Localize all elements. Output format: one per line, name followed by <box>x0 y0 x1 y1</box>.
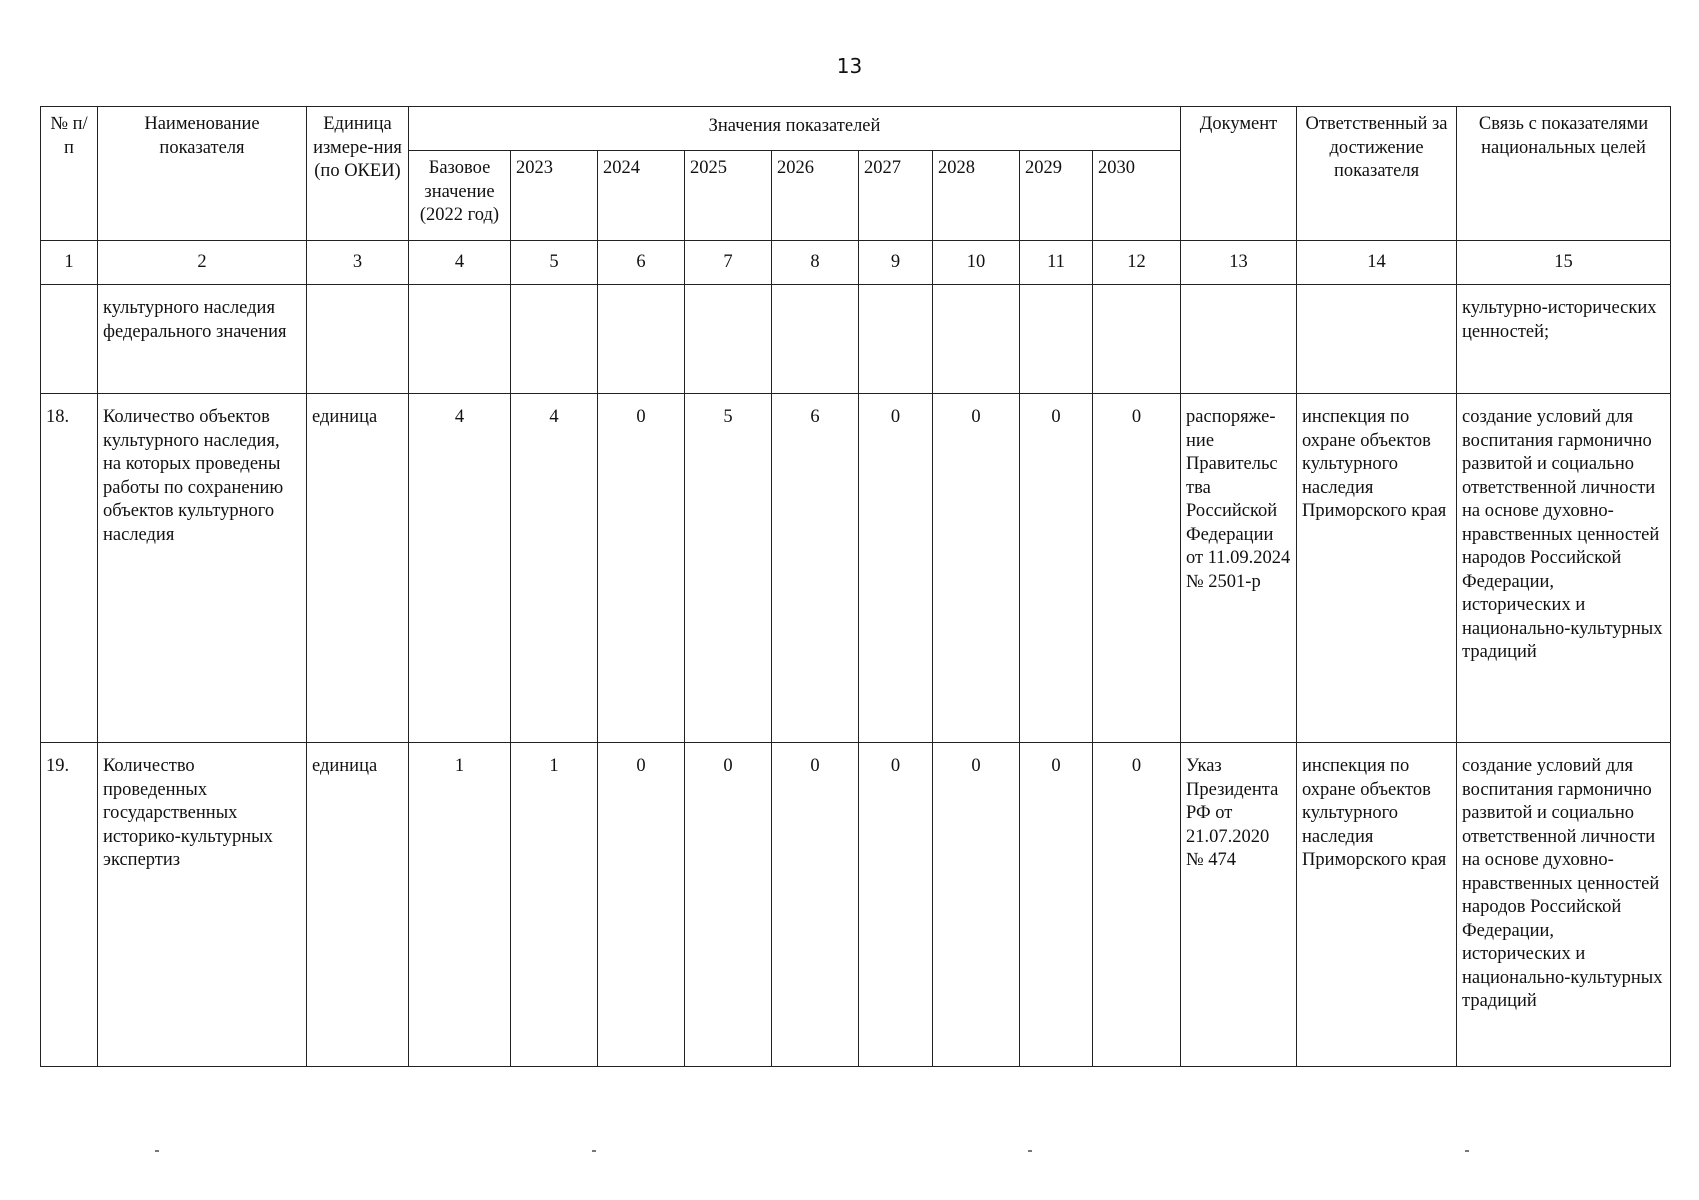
row-name: Количество проведенных государственных историко-культурных экспертиз <box>98 743 307 1067</box>
scan-mark <box>1465 1150 1469 1152</box>
column-number: 11 <box>1020 241 1093 285</box>
header-name: Наименование показателя <box>98 107 307 241</box>
scan-mark <box>155 1150 159 1152</box>
row-value: 5 <box>685 394 772 743</box>
row-value: 0 <box>859 743 933 1067</box>
row-value: 6 <box>772 394 859 743</box>
row-value: 0 <box>1093 394 1181 743</box>
column-number: 2 <box>98 241 307 285</box>
row-responsible: инспекция по охране объектов культурного наследия Приморского края <box>1297 743 1457 1067</box>
table-row <box>41 394 1671 743</box>
page-number: 13 <box>836 54 863 78</box>
row-value: 0 <box>933 743 1020 1067</box>
column-number: 13 <box>1181 241 1297 285</box>
row-value <box>598 285 685 394</box>
scan-mark <box>592 1150 596 1152</box>
row-value: 0 <box>859 394 933 743</box>
row-unit <box>307 285 409 394</box>
header-year: 2026 <box>772 151 859 241</box>
row-value <box>685 285 772 394</box>
column-number: 14 <box>1297 241 1457 285</box>
row-unit: единица <box>307 743 409 1067</box>
row-num <box>41 285 98 394</box>
row-base: 1 <box>409 743 511 1067</box>
row-value: 0 <box>598 394 685 743</box>
row-name: Количество объектов культурного наследия, на которых проведены работы по сохранению объектов культурного наследия <box>98 394 307 743</box>
header-year: 2029 <box>1020 151 1093 241</box>
column-number: 1 <box>41 241 98 285</box>
row-document: Указ Президента РФ от 21.07.2020 № 474 <box>1181 743 1297 1067</box>
header-year: 2025 <box>685 151 772 241</box>
row-link: создание условий для воспитания гармонично развитой и социально ответственной личности на основе духовно-нравственных ценностей народов Российской Федерации, исторических и национально-культурных традиций <box>1457 394 1671 743</box>
column-number: 10 <box>933 241 1020 285</box>
scan-mark <box>1028 1150 1032 1152</box>
row-name: культурного наследия федерального значения <box>98 285 307 394</box>
row-value <box>772 285 859 394</box>
row-value <box>859 285 933 394</box>
column-number: 7 <box>685 241 772 285</box>
header-responsible: Ответственный за достижение показателя <box>1297 107 1457 241</box>
column-number: 15 <box>1457 241 1671 285</box>
row-value: 0 <box>1020 743 1093 1067</box>
column-number: 6 <box>598 241 685 285</box>
row-value <box>1093 285 1181 394</box>
column-number: 12 <box>1093 241 1181 285</box>
row-value: 0 <box>685 743 772 1067</box>
row-value: 0 <box>933 394 1020 743</box>
row-responsible: инспекция по охране объектов культурного наследия Приморского края <box>1297 394 1457 743</box>
row-value: 4 <box>511 394 598 743</box>
header-unit: Единица измере-ния (по ОКЕИ) <box>307 107 409 241</box>
row-document: распоряже-ние Правительс тва Российской Федерации от 11.09.2024 № 2501-р <box>1181 394 1297 743</box>
row-base <box>409 285 511 394</box>
header-row-1 <box>41 107 1671 151</box>
row-document <box>1181 285 1297 394</box>
header-year: 2028 <box>933 151 1020 241</box>
row-unit: единица <box>307 394 409 743</box>
header-num: № п/п <box>41 107 98 241</box>
table-row <box>41 743 1671 1067</box>
column-number: 9 <box>859 241 933 285</box>
row-base: 4 <box>409 394 511 743</box>
column-number-row <box>41 241 1671 285</box>
row-link: создание условий для воспитания гармонично развитой и социально ответственной личности на основе духовно-нравственных ценностей народов Российской Федерации, исторических и национально-культурных традиций <box>1457 743 1671 1067</box>
row-num: 19. <box>41 743 98 1067</box>
row-value: 0 <box>1020 394 1093 743</box>
header-base: Базовое значение (2022 год) <box>409 151 511 241</box>
column-number: 4 <box>409 241 511 285</box>
row-value <box>933 285 1020 394</box>
row-value: 1 <box>511 743 598 1067</box>
row-num: 18. <box>41 394 98 743</box>
header-year: 2023 <box>511 151 598 241</box>
header-year: 2027 <box>859 151 933 241</box>
header-link: Связь с показателями национальных целей <box>1457 107 1671 241</box>
table-row <box>41 285 1671 394</box>
header-year: 2030 <box>1093 151 1181 241</box>
row-value: 0 <box>1093 743 1181 1067</box>
indicators-table <box>40 106 1671 1067</box>
row-value: 0 <box>598 743 685 1067</box>
column-number: 3 <box>307 241 409 285</box>
row-value: 0 <box>772 743 859 1067</box>
row-link: культурно-исторических ценностей; <box>1457 285 1671 394</box>
row-value <box>1020 285 1093 394</box>
column-number: 8 <box>772 241 859 285</box>
column-number: 5 <box>511 241 598 285</box>
header-document: Документ <box>1181 107 1297 241</box>
row-value <box>511 285 598 394</box>
header-values-group: Значения показателей <box>409 107 1181 151</box>
header-year: 2024 <box>598 151 685 241</box>
row-responsible <box>1297 285 1457 394</box>
